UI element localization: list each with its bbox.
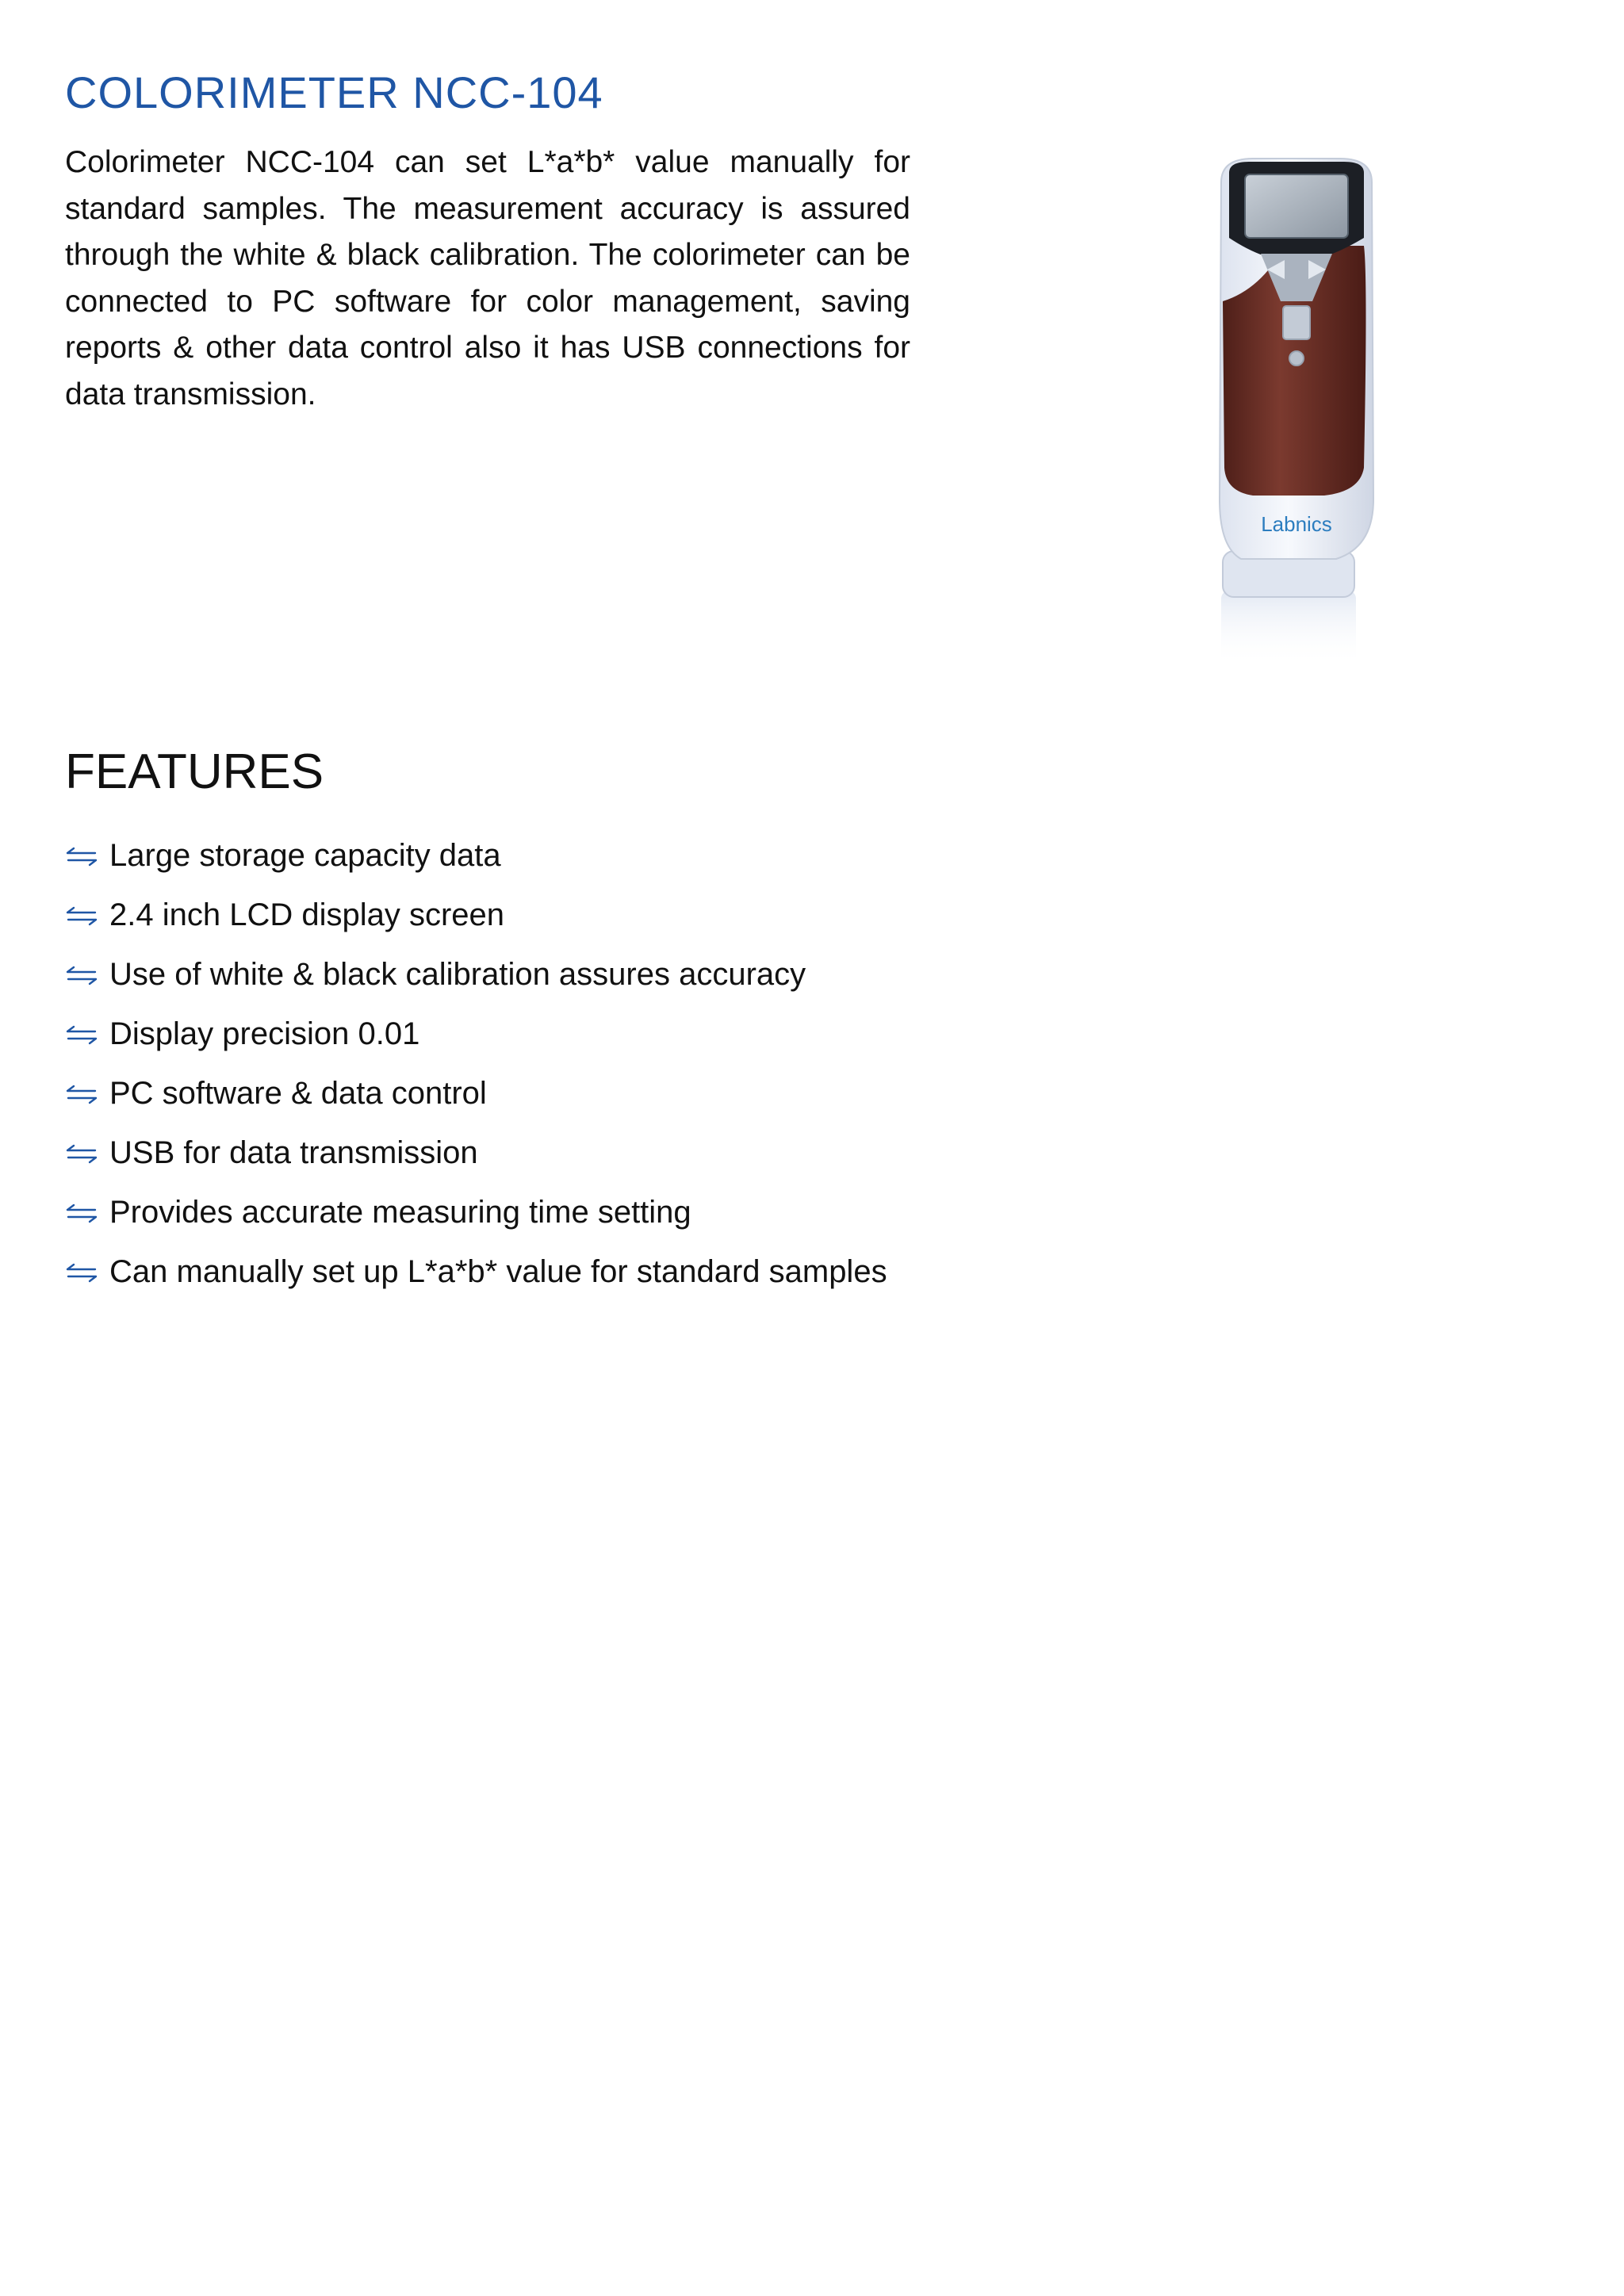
feature-item xyxy=(65,886,887,945)
left-right-arrows-icon xyxy=(65,1202,98,1224)
left-right-arrows-icon xyxy=(65,1142,98,1165)
left-right-arrows-icon xyxy=(65,905,98,927)
feature-text: Use of white & black calibration assures accuracy xyxy=(109,957,806,992)
feature-item xyxy=(65,1064,887,1123)
left-right-arrows-icon xyxy=(65,1261,98,1284)
colorimeter-product-image xyxy=(1166,151,1427,674)
feature-text: USB for data transmission xyxy=(109,1135,478,1170)
feature-item xyxy=(65,1242,887,1302)
center-button xyxy=(1283,306,1310,339)
left-right-arrows-icon xyxy=(65,1083,98,1105)
lower-button xyxy=(1289,351,1304,365)
feature-text: Display precision 0.01 xyxy=(109,1016,420,1051)
feature-item xyxy=(65,1183,887,1242)
features-heading: FEATURES xyxy=(65,744,324,799)
feature-item xyxy=(65,945,887,1004)
intro-paragraph: Colorimeter NCC-104 can set L*a*b* value manually for standard samples. The measurement accuracy is assured through the white & black calibration. The colorimeter can be connected to PC software for color management, saving reports & other data control also it has USB connections for data transmission. xyxy=(65,145,910,411)
feature-item xyxy=(65,826,887,886)
left-right-arrows-icon xyxy=(65,964,98,986)
reflection xyxy=(1221,591,1356,666)
feature-item xyxy=(65,1123,887,1183)
feature-text: Provides accurate measuring time setting xyxy=(109,1195,691,1230)
feature-text: PC software & data control xyxy=(109,1076,487,1111)
device-screen xyxy=(1245,174,1348,238)
brand-logo: Labnics xyxy=(1261,512,1332,536)
feature-text: Large storage capacity data xyxy=(109,838,501,873)
feature-list xyxy=(65,826,887,1302)
page-title: COLORIMETER NCC-104 xyxy=(65,67,603,117)
left-right-arrows-icon xyxy=(65,845,98,867)
feature-text: 2.4 inch LCD display screen xyxy=(109,897,505,932)
feature-item xyxy=(65,1004,887,1064)
feature-text: Can manually set up L*a*b* value for standard samples xyxy=(109,1254,887,1289)
left-right-arrows-icon xyxy=(65,1024,98,1046)
